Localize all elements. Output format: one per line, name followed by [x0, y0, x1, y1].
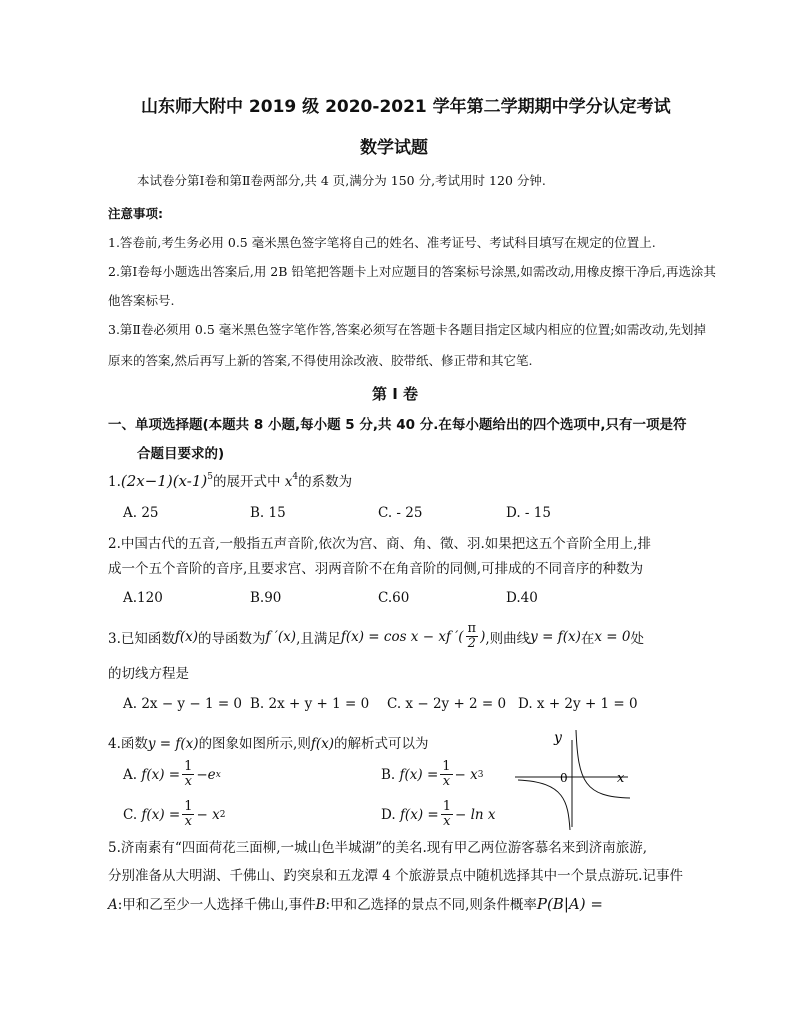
q4-option-a: A. f(x) = $\frac{1}{x}$ −e x: [123, 759, 221, 789]
section1-line1: 一、单项选择题(本题共 8 小题,每小题 5 分,共 40 分.在每小题给出的四个选项中,只有一项是符: [108, 417, 687, 433]
question-5-line1: 5.济南素有“四面荷花三面柳,一城山色半城湖”的美名.现有甲乙两位游客慕名来到济南旅游,: [108, 840, 648, 856]
notes-heading: 注意事项:: [108, 206, 163, 221]
q4-option-b: B. f(x) = $\frac{1}{x}$ − x 3: [381, 759, 484, 789]
section1-line2: 合题目要求的): [137, 446, 225, 462]
question-4: 4.函数y = f(x)的图象如图所示,则f(x)的解析式可以为: [108, 736, 429, 752]
q1-option-d: D. - 15: [506, 505, 551, 521]
question-5-line3: A:甲和乙至少一人选择千佛山,事件B:甲和乙选择的景点不同,则条件概率P(B|A) =: [108, 895, 603, 913]
q3-option-b: B. 2x + y + 1 = 0: [250, 696, 370, 712]
left-branch-curve: [518, 780, 570, 830]
note-2-line1: 2.第Ⅰ卷每小题选出答案后,用 2B 铅笔把答题卡上对应题目的答案标号涂黑,如需改动,用橡皮擦干净后,再选涂其: [108, 264, 716, 279]
q4-option-d: D. f(x) = $\frac{1}{x}$ − ln x: [381, 799, 496, 829]
question-2-line2: 成一个五个音阶的音序,且要求宫、羽两音阶不在角音阶的同侧,可排成的不同音序的种数为: [108, 561, 644, 577]
exam-title: 山东师大附中 2019 级 2020-2021 学年第二学期期中学分认定考试: [141, 97, 671, 117]
q1-option-b: B. 15: [250, 505, 286, 521]
q3-option-a: A. 2x − y − 1 = 0: [123, 696, 243, 712]
note-3-line2: 原来的答案,然后再写上新的答案,不得使用涂改液、胶带纸、修正带和其它笔.: [108, 353, 533, 368]
right-branch-curve: [576, 730, 630, 798]
note-3-line1: 3.第Ⅱ卷必须用 0.5 毫米黑色签字笔作答,答案必须写在答题卡各题目指定区域内相应的位置;如需改动,先划掉: [108, 322, 706, 337]
q3-option-d: D. x + 2y + 1 = 0: [518, 696, 638, 712]
origin-label: 0: [560, 771, 568, 785]
question-3-line2: 的切线方程是: [108, 666, 189, 682]
q2-option-b: B.90: [250, 590, 282, 606]
q2-option-a: A.120: [123, 590, 163, 606]
q4-option-c: C. f(x) = $\frac{1}{x}$ − x 2: [123, 799, 226, 829]
question-2-line1: 2.中国古代的五音,一般指五声音阶,依次为宫、商、角、徵、羽.如果把这五个音阶全用上,排: [108, 536, 652, 552]
question-3-line1: 3.已知函数 f(x) 的导函数为 f ′(x) ,且满足 f(x) = cos x − xf ′( $\frac{\pi}{2}$ ) ,则曲线 y = f(x) 在 x = 0 处: [108, 621, 644, 651]
exam-intro: 本试卷分第Ⅰ卷和第Ⅱ卷两部分,共 4 页,满分为 150 分,考试用时 120 分钟.: [137, 173, 546, 188]
x-axis-label: x: [617, 771, 625, 786]
question-1: $1.(2x-1)(x-1)^5$的展开式中 $x^4$的系数为: [108, 472, 353, 490]
part1-heading: 第 I 卷: [372, 385, 419, 403]
q1-option-c: C. - 25: [378, 505, 423, 521]
q4-function-graph: [510, 722, 640, 832]
y-axis-label: y: [554, 730, 562, 746]
note-2-line2: 他答案标号.: [108, 293, 175, 308]
q3-option-c: C. x − 2y + 2 = 0: [387, 696, 507, 712]
q2-option-c: C.60: [378, 590, 410, 606]
exam-subtitle: 数学试题: [360, 138, 428, 158]
note-1: 1.答卷前,考生务必用 0.5 毫米黑色签字笔将自己的姓名、准考证号、考试科目填写在规定的位置上.: [108, 235, 656, 250]
q1-option-a: A. 25: [123, 505, 159, 521]
q2-option-d: D.40: [506, 590, 538, 606]
question-5-line2: 分别准备从大明湖、千佛山、趵突泉和五龙潭 4 个旅游景点中随机选择其中一个景点游玩.记事件: [108, 868, 683, 884]
